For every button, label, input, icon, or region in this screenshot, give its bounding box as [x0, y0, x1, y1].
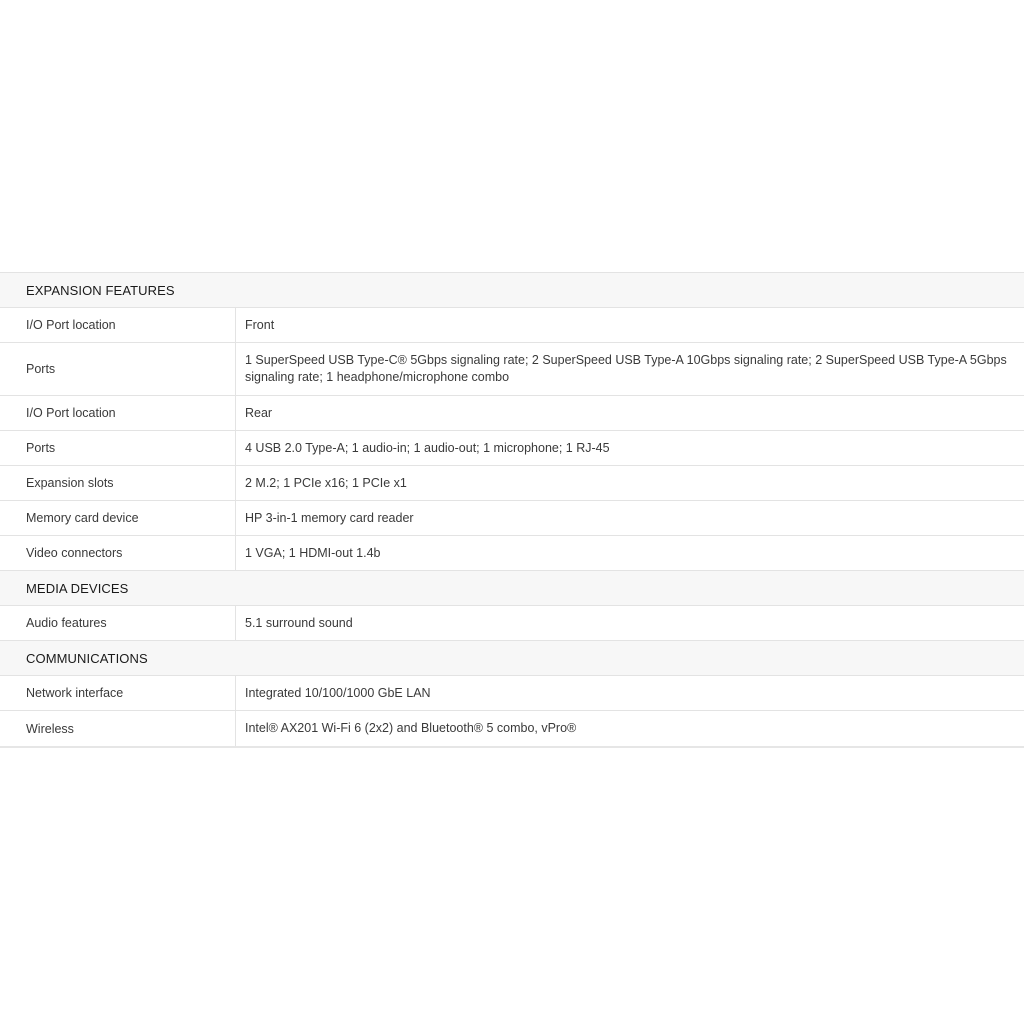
table-row [0, 431, 1024, 466]
spec-label: Audio features [0, 606, 236, 640]
spec-value: 1 VGA; 1 HDMI-out 1.4b [245, 545, 381, 560]
spec-label: Network interface [0, 676, 236, 710]
table-row [0, 676, 1024, 711]
spec-value: Intel® AX201 Wi-Fi 6 (2x2) and Bluetooth® 5 combo, vPro® [245, 721, 577, 735]
table-row [0, 466, 1024, 501]
spec-value: 5.1 surround sound [245, 615, 353, 630]
table-row [0, 606, 1024, 641]
table-row [0, 536, 1024, 571]
spec-value: HP 3-in-1 memory card reader [245, 510, 414, 525]
spec-label: Memory card device [0, 501, 236, 535]
section-header-communications [0, 641, 1024, 676]
spec-value: 1 SuperSpeed USB Type-C® 5Gbps signaling rate; 2 SuperSpeed USB Type-A 10Gbps signaling rate; 2 SuperSpeed USB Type-A 5Gbps signaling rate; 1 headphone/microphone combo [245, 353, 1007, 384]
spec-value: Front [245, 317, 275, 332]
table-row [0, 396, 1024, 431]
section-header-expansion-features [0, 273, 1024, 308]
spec-label: I/O Port location [0, 308, 236, 342]
table-row [0, 308, 1024, 343]
spec-label: Wireless [0, 711, 236, 746]
spec-label: Video connectors [0, 536, 236, 570]
spec-label: Ports [0, 431, 236, 465]
spec-value: Integrated 10/100/1000 GbE LAN [245, 685, 431, 700]
table-row [0, 343, 1024, 396]
table-row [0, 711, 1024, 746]
specifications-table [0, 272, 1024, 748]
spec-value: 2 M.2; 1 PCIe x16; 1 PCIe x1 [245, 475, 407, 490]
spec-label: I/O Port location [0, 396, 236, 430]
section-header-media-devices [0, 571, 1024, 606]
section-title: MEDIA DEVICES [26, 580, 129, 596]
spec-label: Ports [0, 343, 236, 395]
spec-value: Rear [245, 405, 273, 420]
section-title: EXPANSION FEATURES [26, 282, 175, 298]
spec-label: Expansion slots [0, 466, 236, 500]
section-title: COMMUNICATIONS [26, 650, 148, 666]
spec-value: 4 USB 2.0 Type-A; 1 audio-in; 1 audio-out; 1 microphone; 1 RJ-45 [245, 440, 610, 455]
table-row [0, 501, 1024, 536]
